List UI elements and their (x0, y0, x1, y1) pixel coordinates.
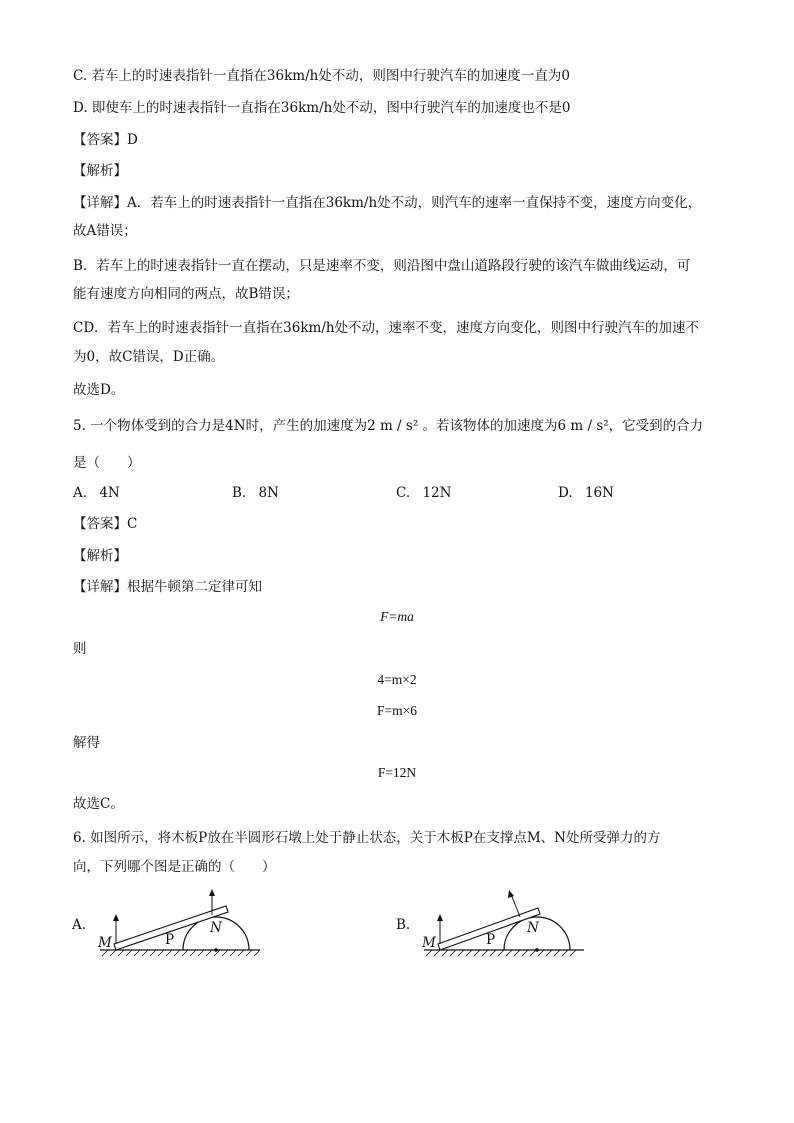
option-b (232, 483, 279, 503)
detail-cd-text-cont: 为0，故C错误，D正确。 (73, 349, 225, 365)
detail-a-text: 【详解】A．若车上的时速表指针一直指在36km/h处不动，则汽车的速率一直保持不变，速度方向变化， (73, 195, 702, 211)
question-5-text: 5. 一个物体受到的合力是4N时，产生的加速度为2 m / s² 。若该物体的加速度为6 m / s²，它受到的合力 (73, 418, 704, 434)
analysis-label: 【解析】 (73, 548, 127, 564)
equation-f-ma: F=ma (380, 609, 414, 624)
option-d-text: D. 即使车上的时速表指针一直指在36km/h处不动，图中行驶汽车的加速度也不是0 (73, 100, 571, 116)
option-value: 12N (422, 485, 452, 501)
detail-text: 【详解】根据牛顿第二定律可知 (73, 579, 262, 595)
analysis-label: 【解析】 (73, 163, 127, 179)
equation-f-12n: F=12N (377, 765, 417, 780)
detail-b-text: B．若车上的时速表指针一直在摆动，只是速率不变，则沿图中盘山道路段行驶的该汽车做曲线运动，可 (73, 258, 691, 274)
center-dot (535, 948, 539, 952)
option-c (396, 483, 451, 503)
equation-4-m2: 4=m×2 (377, 672, 417, 687)
detail-a-text-cont: 故A错误； (73, 223, 137, 239)
question-6-text: 6. 如图所示，将木板P放在半圆形石墩上处于静止状态，关于木板P在支撑点M、N处所受弹力的方 (73, 830, 661, 846)
point-m-label: M (98, 935, 112, 951)
answer-label: 【答案】D (73, 132, 138, 148)
board-p-label: P (486, 932, 496, 948)
answer-label: 【答案】C (73, 516, 138, 532)
option-c-text: C. 若车上的时速表指针一直指在36km/h处不动，则图中行驶汽车的加速度一直为0 (73, 68, 570, 84)
question-6-text-cont: 向，下列哪个图是正确的（ ） (73, 859, 276, 875)
board-p-label: P (165, 932, 175, 948)
solve-text: 解得 (73, 735, 100, 751)
figure-a-diagram (90, 888, 270, 968)
option-a (73, 483, 120, 503)
detail-b-text-cont: 能有速度方向相同的两点，故B错误； (73, 286, 299, 302)
option-key: C. (396, 485, 411, 501)
choose-text: 故选D。 (73, 382, 125, 398)
center-dot (214, 948, 218, 952)
option-key: D. (558, 485, 573, 501)
figure-b-diagram (414, 888, 594, 968)
then-text: 则 (73, 641, 87, 657)
ground-hatch (426, 950, 576, 956)
ground-hatch (102, 950, 260, 956)
equation-f-m6: F=m×6 (377, 703, 417, 718)
force-arrow-n (511, 894, 520, 917)
figure-b-label: B. (396, 917, 411, 933)
figure-a-label: A. (72, 917, 87, 933)
point-n-label: N (210, 920, 222, 936)
option-value: 16N (584, 485, 614, 501)
option-d (558, 483, 614, 503)
option-value: 8N (258, 485, 279, 501)
option-value: 4N (99, 485, 120, 501)
point-m-label: M (422, 935, 436, 951)
option-key: A. (73, 485, 88, 501)
point-n-label: N (527, 920, 539, 936)
choose-text: 故选C。 (73, 796, 124, 812)
detail-cd-text: CD．若车上的时速表指针一直指在36km/h处不动，速率不变，速度方向变化，则图中行驶汽车的加速不 (73, 320, 700, 336)
option-key: B. (232, 485, 247, 501)
question-5-text-cont: 是（ ） (73, 455, 141, 471)
